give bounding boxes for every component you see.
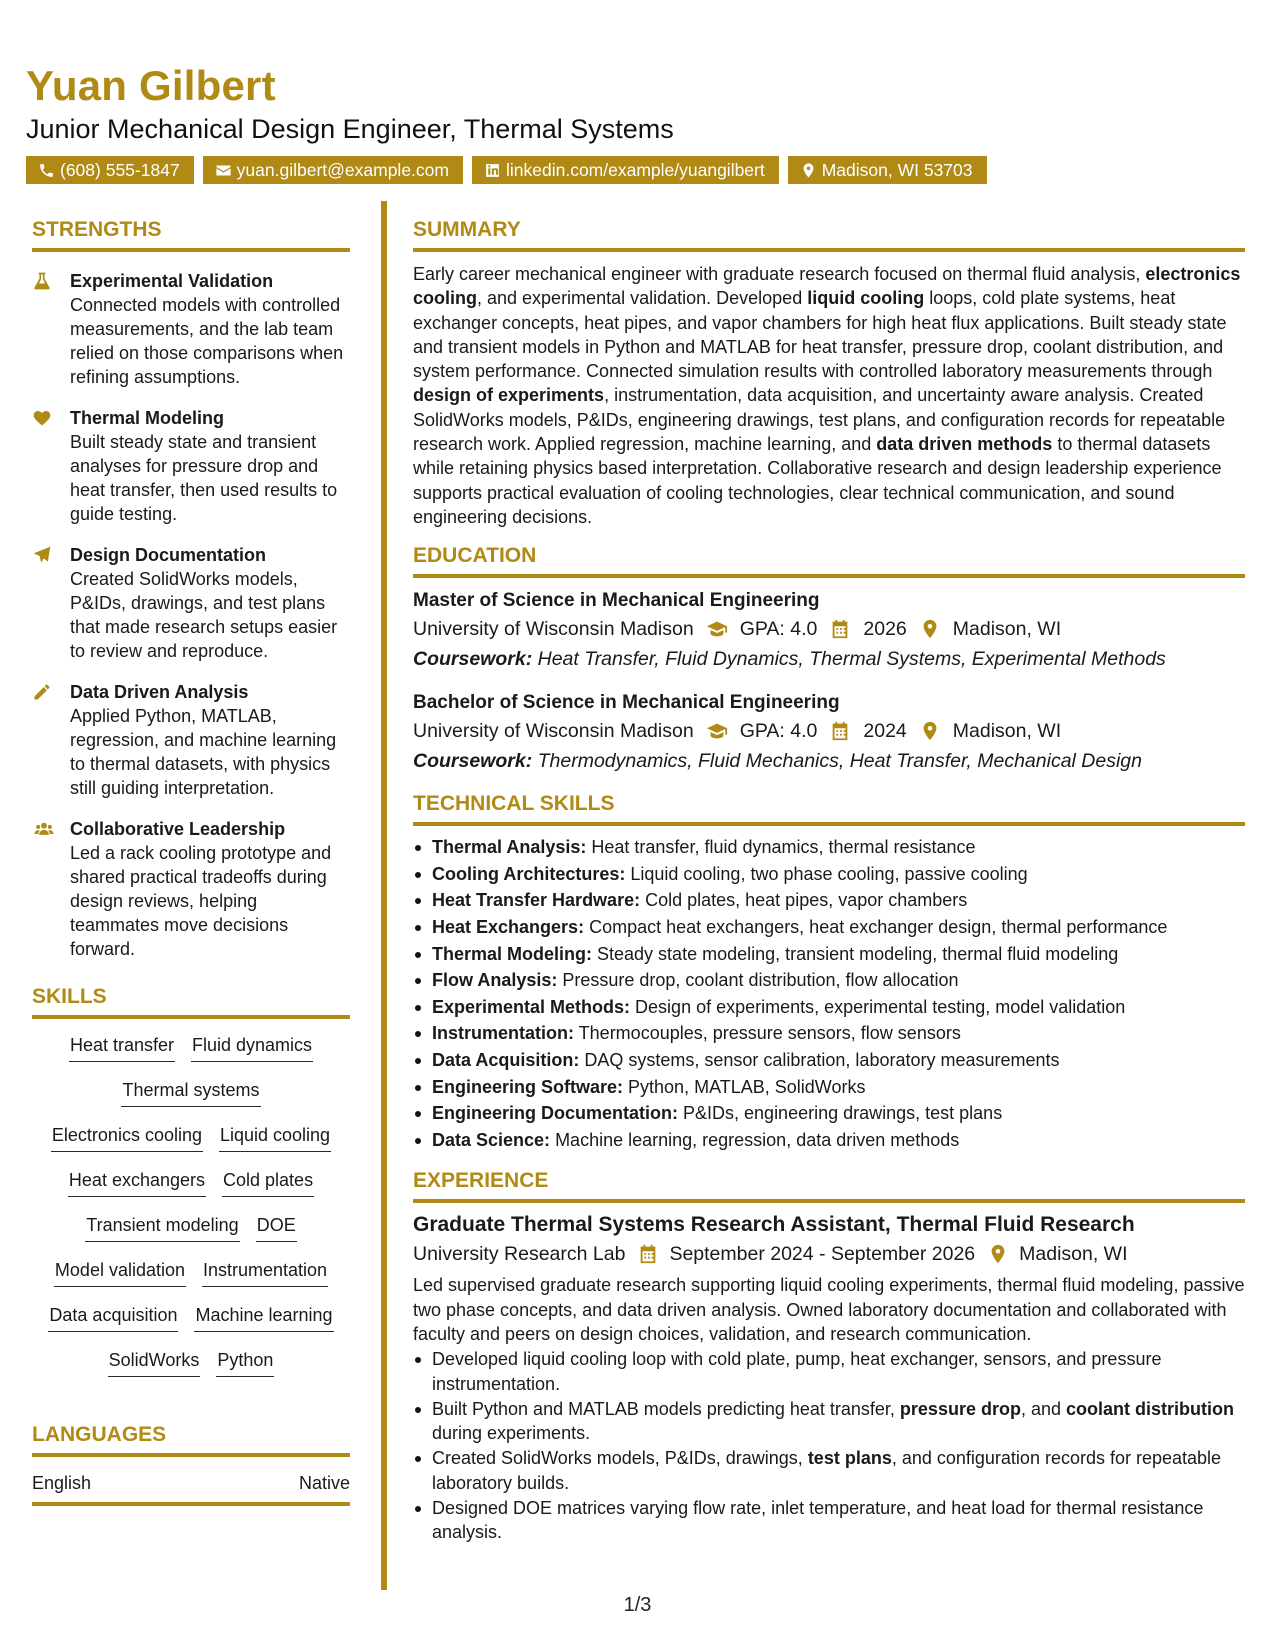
skill-tag: SolidWorks [108, 1348, 201, 1377]
skill-row [32, 1213, 350, 1258]
skill-category: Cooling Architectures: [432, 863, 626, 884]
skill-row [32, 1123, 350, 1168]
skill-values: Design of experiments, experimental testing, model validation [630, 996, 1126, 1017]
summary-part: , instrumentation, data acquisition, and uncertainty aware analysis. Created SolidWorks models, P&IDs, engineering drawings, test plans, and configuration records for repeatable research work. Applied regression, machine learning, and [413, 385, 1226, 455]
degree-title: Master of Science in Mechanical Engineering [413, 590, 820, 612]
map-pin-icon [919, 618, 941, 640]
strength-item [32, 680, 350, 800]
calendar-icon [829, 720, 851, 742]
list-item [413, 1127, 1245, 1154]
coursework-label: Coursework: [413, 648, 533, 671]
skill-tag: Cold plates [222, 1168, 314, 1197]
bullet-text: Developed liquid cooling loop with cold plate, pump, heat exchanger, sensors, and pressure instrumentation. [432, 1349, 1162, 1394]
skill-row [32, 1348, 350, 1393]
skill-tag: Fluid dynamics [191, 1033, 313, 1062]
phone-icon [38, 162, 55, 179]
list-item [413, 1347, 1245, 1396]
coursework-list: Heat Transfer, Fluid Dynamics, Thermal Systems, Experimental Methods [532, 648, 1166, 671]
phone-text: (608) 555-1847 [60, 160, 180, 180]
bullet-text: , and [1020, 1398, 1067, 1419]
degree-title: Bachelor of Science in Mechanical Engineering [413, 692, 840, 714]
education-meta [413, 614, 1245, 644]
skill-category: Experimental Methods: [432, 996, 631, 1017]
summary-heading: SUMMARY [413, 216, 1245, 252]
skill-tag: Transient modeling [85, 1213, 239, 1242]
skill-tag: Model validation [54, 1258, 186, 1287]
skill-values: Liquid cooling, two phase cooling, passive cooling [625, 863, 1028, 884]
column-divider [381, 201, 387, 1590]
summary-part: loops, cold plate systems, heat exchanger concepts, heat pipes, and vapor chambers for high heat flux applications. Built steady state and transient models in Python and MATLAB for heat transfer, pressure drop, coolant distribution, and system performance. Connected simulation results with controlled laboratory measurements through [413, 288, 1227, 382]
list-item [413, 1020, 1245, 1047]
skill-tag: Electronics cooling [51, 1123, 203, 1152]
experience-entry [413, 1211, 1245, 1544]
list-item [413, 834, 1245, 861]
skill-category: Heat Transfer Hardware: [432, 890, 641, 911]
list-item [413, 861, 1245, 888]
employment-dates: September 2024 - September 2026 [669, 1243, 976, 1266]
list-item [413, 1446, 1245, 1495]
bullet-keyword: test plans [807, 1448, 892, 1469]
pencil-icon [32, 682, 52, 702]
skill-category: Engineering Software: [432, 1076, 624, 1097]
summary-keyword: design of experiments [413, 385, 605, 406]
candidate-name: Yuan Gilbert [26, 62, 276, 109]
contact-bar [26, 156, 1256, 184]
strength-title: Design Documentation [70, 545, 267, 565]
language-level: Native [298, 1473, 350, 1493]
skill-values: Pressure drop, coolant distribution, flow allocation [557, 970, 959, 991]
skill-tag: Instrumentation [202, 1258, 328, 1287]
left-column [32, 216, 350, 1506]
summary-keyword: electronics cooling [413, 264, 1241, 309]
skill-values: DAQ systems, sensor calibration, laboratory measurements [579, 1050, 1060, 1071]
strength-item [32, 543, 350, 663]
technical-skills-heading: TECHNICAL SKILLS [413, 790, 1245, 826]
map-pin-icon [800, 162, 817, 179]
users-icon [32, 819, 56, 839]
education-heading: EDUCATION [413, 542, 1245, 578]
skill-category: Thermal Modeling: [432, 943, 593, 964]
summary-text [413, 262, 1245, 529]
skill-values: Steady state modeling, transient modeling, thermal fluid modeling [592, 943, 1119, 964]
skill-category: Instrumentation: [432, 1023, 574, 1044]
skills-cloud [32, 1033, 350, 1393]
skill-values: P&IDs, engineering drawings, test plans [678, 1103, 1003, 1124]
job-title: Junior Mechanical Design Engineer, Thermal Systems [26, 114, 674, 144]
strength-desc: Led a rack cooling prototype and shared practical tradeoffs during design reviews, helping teammates move decisions forward. [70, 843, 332, 959]
bullet-text: Created SolidWorks models, P&IDs, drawings, [432, 1448, 808, 1469]
strength-item [32, 817, 350, 961]
list-item [413, 1047, 1245, 1074]
summary-keyword: data driven methods [876, 434, 1053, 455]
summary-part: , and experimental validation. Developed [477, 288, 808, 309]
email-text: yuan.gilbert@example.com [236, 160, 449, 180]
summary-part: to thermal datasets while retaining physics based interpretation. Collaborative research and design leadership experience supports practical evaluation of cooling technologies, clear technical communication, and sound engineering decisions. [413, 434, 1222, 527]
language-name: English [32, 1473, 92, 1493]
skill-tag: Liquid cooling [219, 1123, 331, 1152]
education-meta [413, 716, 1245, 746]
languages-heading: LANGUAGES [32, 1421, 350, 1457]
page-number: 1/3 [623, 1594, 652, 1616]
calendar-icon [829, 618, 851, 640]
skill-values: Cold plates, heat pipes, vapor chambers [640, 890, 968, 911]
list-item [413, 941, 1245, 968]
school-location: Madison, WI [952, 720, 1062, 743]
strength-title: Data Driven Analysis [70, 682, 249, 702]
graduation-cap-icon [706, 618, 728, 640]
skill-category: Engineering Documentation: [432, 1103, 679, 1124]
summary-keyword: liquid cooling [807, 288, 925, 309]
skill-values: Heat transfer, fluid dynamics, thermal resistance [586, 837, 976, 858]
bullet-keyword: pressure drop [899, 1398, 1021, 1419]
school-name: University of Wisconsin Madison [413, 720, 694, 743]
job-role: Graduate Thermal Systems Research Assistant, Thermal Fluid Research [413, 1213, 1135, 1237]
map-pin-icon [919, 720, 941, 742]
linkedin-icon [484, 162, 501, 179]
bullet-keyword: coolant distribution [1066, 1398, 1235, 1419]
employer: University Research Lab [413, 1243, 626, 1266]
experience-meta [413, 1239, 1245, 1269]
right-column [413, 216, 1245, 1546]
skill-category: Data Acquisition: [432, 1050, 580, 1071]
strength-desc: Built steady state and transient analyses for pressure drop and heat transfer, then used results to guide testing. [70, 432, 338, 524]
school-name: University of Wisconsin Madison [413, 618, 694, 641]
strength-desc: Applied Python, MATLAB, regression, and machine learning to thermal datasets, with physics still guiding interpretation. [70, 706, 337, 798]
skill-row [32, 1078, 350, 1123]
strength-desc: Connected models with controlled measurements, and the lab team relied on those comparisons when refining assumptions. [70, 295, 344, 387]
strengths-heading: STRENGTHS [32, 216, 350, 252]
contact-email[interactable] [203, 156, 463, 184]
skill-category: Heat Exchangers: [432, 917, 585, 938]
education-entry [413, 588, 1245, 674]
resume-header [26, 62, 1256, 184]
skill-row [32, 1033, 350, 1078]
coursework-label: Coursework: [413, 750, 533, 773]
strength-title: Collaborative Leadership [70, 819, 286, 839]
graduation-year: 2026 [863, 618, 907, 641]
skill-tag: Thermal systems [121, 1078, 260, 1107]
calendar-icon [637, 1243, 659, 1265]
school-location: Madison, WI [952, 618, 1062, 641]
bullet-text: Designed DOE matrices varying flow rate, inlet temperature, and heat load for thermal resistance analysis. [432, 1498, 1204, 1543]
summary-part: Early career mechanical engineer with graduate research focused on thermal fluid analysis, [413, 264, 1146, 284]
bullet-text: during experiments. [432, 1423, 591, 1444]
technical-skills-list [413, 834, 1245, 1153]
location-text: Madison, WI 53703 [821, 160, 973, 180]
strength-item [32, 269, 350, 389]
list-item [413, 1397, 1245, 1446]
linkedin-text: linkedin.com/example/yuangilbert [505, 160, 765, 180]
gpa: GPA: 4.0 [739, 618, 818, 641]
graduation-cap-icon [706, 720, 728, 742]
skill-tag: DOE [256, 1213, 297, 1242]
list-item [413, 1074, 1245, 1101]
job-bullets [413, 1347, 1245, 1544]
skill-values: Compact heat exchangers, heat exchanger design, thermal performance [584, 917, 1168, 938]
envelope-icon [215, 162, 232, 179]
skill-row [32, 1303, 350, 1348]
list-item [413, 967, 1245, 994]
contact-linkedin[interactable] [472, 156, 779, 184]
strength-title: Experimental Validation [70, 271, 274, 291]
experience-heading: EXPERIENCE [413, 1167, 1245, 1203]
coursework-list: Thermodynamics, Fluid Mechanics, Heat Transfer, Mechanical Design [532, 750, 1142, 773]
skill-tag: Heat transfer [69, 1033, 175, 1062]
skill-tag: Python [216, 1348, 274, 1377]
contact-phone[interactable] [26, 156, 194, 184]
list-item [413, 914, 1245, 941]
skills-heading: SKILLS [32, 983, 350, 1019]
bullet-text: , and configuration records for repeatable laboratory builds. [432, 1448, 1222, 1493]
contact-location[interactable] [788, 156, 987, 184]
bullet-text: Built Python and MATLAB models predicting heat transfer, [432, 1398, 900, 1419]
strength-desc: Created SolidWorks models, P&IDs, drawings, and test plans that made research setups easier to review and reproduce. [70, 569, 338, 661]
skill-category: Data Science: [432, 1129, 551, 1150]
skill-values: Thermocouples, pressure sensors, flow sensors [574, 1023, 961, 1044]
job-description: Led supervised graduate research supporting liquid cooling experiments, thermal fluid modeling, passive two phase concepts, and data driven analysis. Owned laboratory documentation and collaborated with faculty and peers on design choices, validation, and research communication. [413, 1275, 1245, 1344]
list-item [413, 994, 1245, 1021]
coursework [413, 644, 1245, 674]
heart-icon [32, 408, 52, 428]
skill-tag: Heat exchangers [68, 1168, 206, 1197]
graduation-year: 2024 [863, 720, 907, 743]
skill-tag: Machine learning [194, 1303, 333, 1332]
list-item [413, 1100, 1245, 1127]
coursework [413, 746, 1245, 776]
education-entry [413, 690, 1245, 776]
skill-tag: Data acquisition [48, 1303, 178, 1332]
gpa: GPA: 4.0 [739, 720, 818, 743]
skill-values: Python, MATLAB, SolidWorks [623, 1076, 866, 1097]
strength-title: Thermal Modeling [70, 408, 225, 428]
job-location: Madison, WI [1019, 1243, 1128, 1266]
skill-category: Thermal Analysis: [432, 837, 587, 858]
map-pin-icon [987, 1243, 1009, 1265]
skill-row [32, 1168, 350, 1213]
list-item [413, 887, 1245, 914]
paper-plane-icon [32, 545, 52, 565]
skill-category: Flow Analysis: [432, 970, 558, 991]
skill-row [32, 1258, 350, 1303]
list-item [413, 1496, 1245, 1545]
strength-item [32, 406, 350, 526]
flask-icon [32, 271, 52, 291]
language-row [32, 1473, 350, 1506]
skill-values: Machine learning, regression, data driven methods [550, 1129, 960, 1150]
